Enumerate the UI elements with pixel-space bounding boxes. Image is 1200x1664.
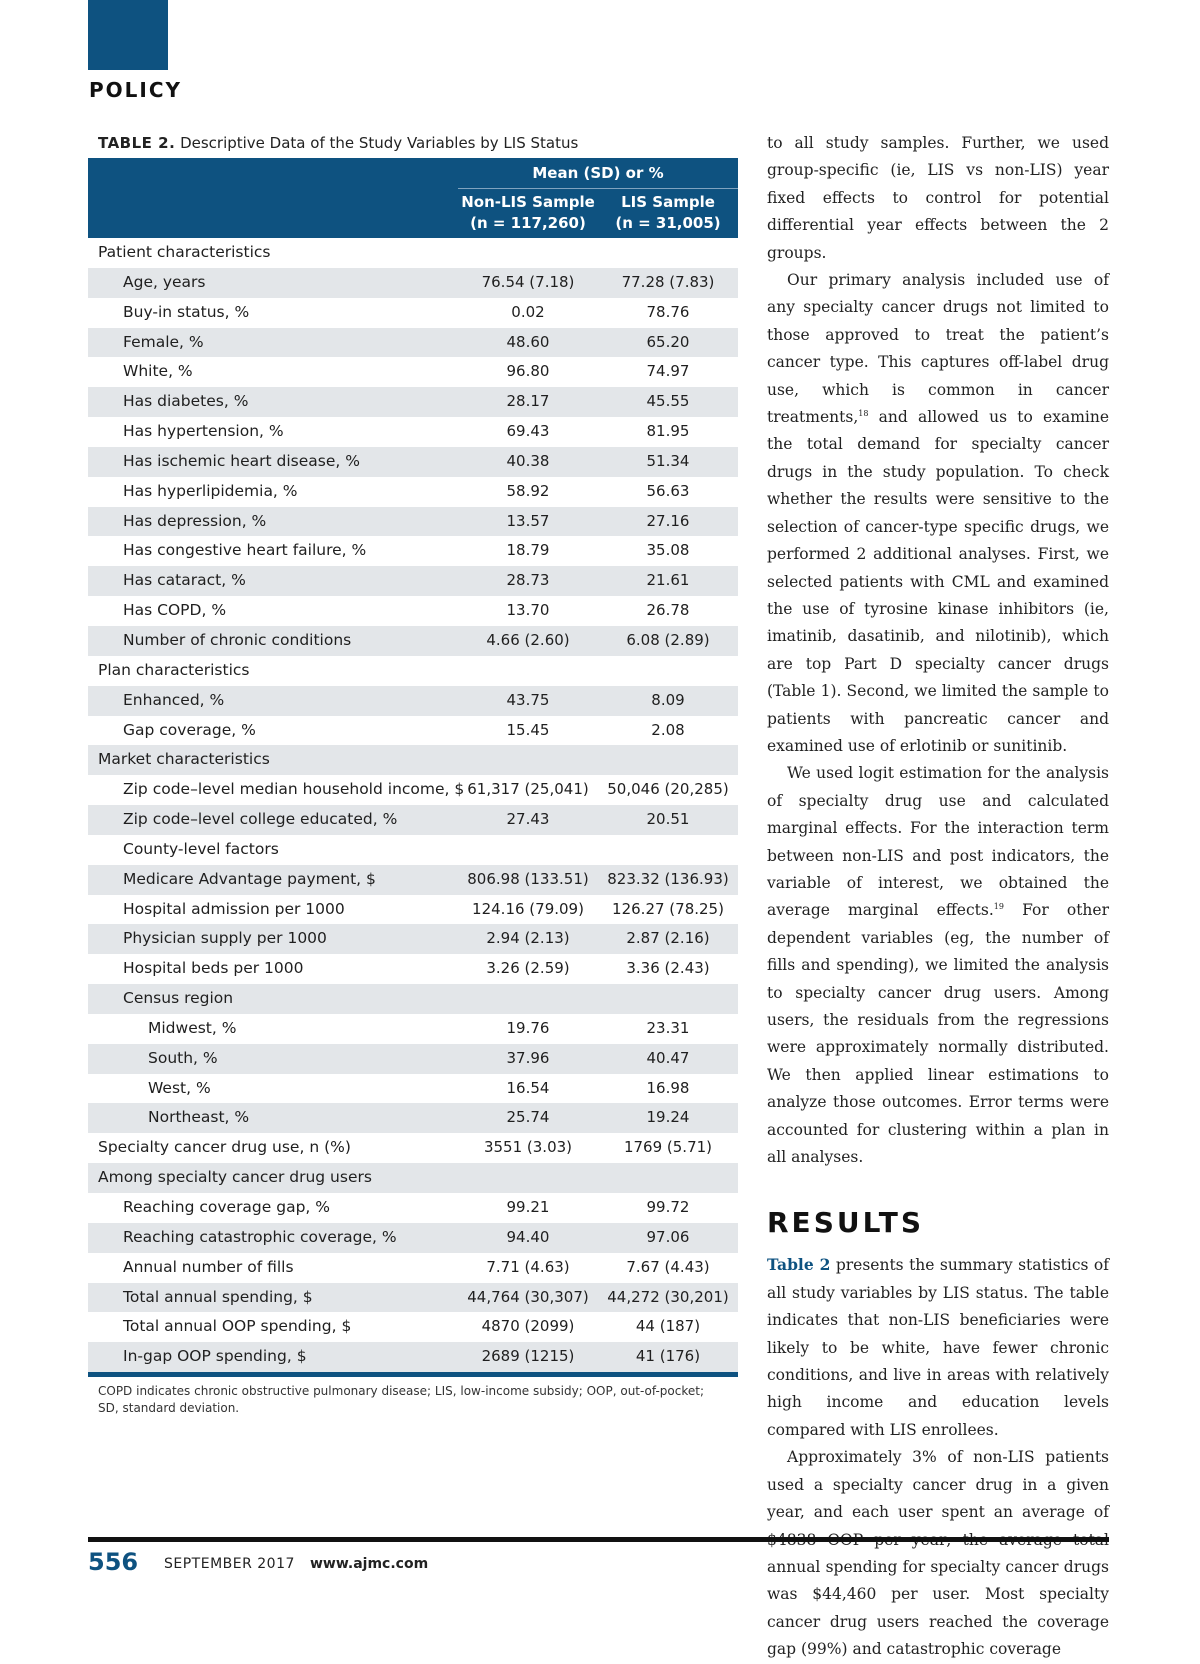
row-label: Female, % <box>123 332 204 351</box>
table-row <box>88 626 738 656</box>
row-label: Reaching coverage gap, % <box>123 1198 330 1216</box>
row-label: Enhanced, % <box>123 690 225 709</box>
table-title-text: Descriptive Data of the Study Variables by LIS Status <box>180 134 579 152</box>
row-label: Has diabetes, % <box>123 392 249 411</box>
row-label: Among specialty cancer drug users <box>98 1168 372 1187</box>
row-value-lis: 78.76 <box>646 302 690 321</box>
row-value-lis: 74.97 <box>646 362 690 381</box>
row-label: Medicare Advantage payment, $ <box>123 869 376 888</box>
table-row <box>88 1193 738 1223</box>
row-value-lis: 16.98 <box>646 1078 690 1097</box>
row-value-lis: 41 (176) <box>635 1347 701 1366</box>
row-value-lis: 44 (187) <box>635 1317 701 1336</box>
table-row <box>88 865 738 895</box>
table-row <box>88 507 738 537</box>
row-label: Has congestive heart failure, % <box>123 541 367 560</box>
row-value-non-lis: 99.21 <box>506 1198 550 1216</box>
row-value-non-lis: 0.02 <box>511 302 545 321</box>
row-value-non-lis: 28.17 <box>506 392 550 411</box>
row-value-lis: 21.61 <box>646 571 690 590</box>
table-row <box>88 387 738 417</box>
row-value-lis: 8.09 <box>651 690 685 709</box>
paragraph-2-text-b: and allowed us to examine the total demand for specialty cancer drugs in the study population. To check whether the results were sensitive to the selection of cancer-type specific drugs, we performed 2 additional analyses. First, we selected patients with CML and examined the use of tyrosine kinase inhibitors (ie, imatinib, dasatinib, and nilotinib), which are top Part D specialty cancer drugs (Table 1). Second, we limited the sample to patients with pancreatic cancer and examined use of erlotinib or sunitinib. <box>767 408 1109 755</box>
paragraph-1: to all study samples. Further, we used group-specific (ie, LIS vs non-LIS) year fixed effects to control for potential differential year effects between the 2 groups. <box>767 134 1109 262</box>
table-header <box>88 158 738 238</box>
row-value-non-lis: 76.54 (7.18) <box>481 272 575 291</box>
row-label: Total annual OOP spending, $ <box>123 1317 352 1336</box>
paragraph-5: Approximately 3% of non-LIS patients used a specialty cancer drug in a given year, and each user spent an average of annual spending for specialty cancer drugs was $44,460 per user. Most specialty cancer drug users reached the coverage gap (99%) and catastrophic coverage <box>767 1448 1109 1659</box>
row-value-lis: 40.47 <box>646 1048 690 1067</box>
row-value-lis: 99.72 <box>646 1198 690 1216</box>
row-value-non-lis: 19.76 <box>506 1018 550 1037</box>
table-row <box>88 268 738 298</box>
row-value-non-lis: 7.71 (4.63) <box>486 1257 570 1276</box>
row-value-lis: 45.55 <box>646 392 690 411</box>
row-value-lis: 81.95 <box>646 422 690 441</box>
row-value-lis: 44,272 (30,201) <box>607 1287 729 1306</box>
table-row <box>88 1044 738 1074</box>
section-color-block <box>88 0 168 70</box>
reference-18: 18 <box>858 408 869 418</box>
row-value-non-lis: 43.75 <box>506 690 550 709</box>
row-value-non-lis: 806.98 (133.51) <box>467 869 589 888</box>
row-value-lis: 2.87 (2.16) <box>626 929 710 948</box>
table-row <box>88 745 738 775</box>
table-2 <box>88 134 738 1417</box>
paragraph-4 <box>767 1251 1109 1444</box>
row-value-lis: 51.34 <box>646 451 690 470</box>
row-label: Patient characteristics <box>98 243 271 261</box>
table-row <box>88 835 738 865</box>
row-value-lis: 19.24 <box>646 1108 690 1127</box>
body-text-column <box>767 130 1109 1664</box>
row-label: Has hypertension, % <box>123 422 284 441</box>
header-group-label: Mean (SD) or % <box>458 158 738 189</box>
row-value-lis: 23.31 <box>646 1018 690 1037</box>
header-lis-n: (n = 31,005) <box>615 214 721 232</box>
table-row <box>88 566 738 596</box>
table-2-link[interactable]: Table 2 <box>767 1255 831 1275</box>
row-value-lis: 3.36 (2.43) <box>626 959 710 978</box>
row-label: Total annual spending, $ <box>123 1287 313 1306</box>
row-value-lis: 1769 (5.71) <box>623 1138 713 1157</box>
table-title-label: TABLE 2. <box>98 134 176 152</box>
row-value-lis: 50,046 (20,285) <box>607 780 729 799</box>
row-value-lis: 2.08 <box>651 720 685 739</box>
row-value-non-lis: 18.79 <box>506 541 550 560</box>
row-value-non-lis: 94.40 <box>506 1227 550 1246</box>
table-row <box>88 656 738 686</box>
table-row <box>88 1283 738 1313</box>
row-value-lis: 26.78 <box>646 601 690 620</box>
row-value-lis: 823.32 (136.93) <box>607 869 729 888</box>
table-row <box>88 596 738 626</box>
row-value-non-lis: 13.57 <box>506 511 550 530</box>
row-value-non-lis: 69.43 <box>506 422 550 441</box>
paragraph-3 <box>767 760 1109 1171</box>
issue-date: SEPTEMBER 2017 <box>164 1556 295 1572</box>
results-heading: RESULTS <box>767 1206 925 1240</box>
row-value-non-lis: 27.43 <box>506 810 550 829</box>
row-label: Hospital admission per 1000 <box>123 899 345 918</box>
table-row <box>88 1163 738 1193</box>
row-value-lis: 65.20 <box>646 332 690 351</box>
row-value-non-lis: 58.92 <box>506 481 550 500</box>
table-row <box>88 298 738 328</box>
row-value-non-lis: 4870 (2099) <box>481 1317 575 1336</box>
table-row <box>88 447 738 477</box>
table-row <box>88 1014 738 1044</box>
row-value-lis: 6.08 (2.89) <box>626 630 710 649</box>
table-row <box>88 328 738 358</box>
row-value-lis: 7.67 (4.43) <box>626 1257 710 1276</box>
row-label: Physician supply per 1000 <box>123 929 327 948</box>
row-label: Specialty cancer drug use, n (%) <box>98 1138 351 1157</box>
paragraph-3-text-b: For other dependent variables (eg, the number of fills and spending), we limited the analysis to specialty cancer drug users. Among users, the residuals from the regressions were approximately normally distributed. We then applied linear estimations to analyze those outcomes. Error terms were accounted for clustering within a plan in all analyses. <box>767 901 1109 1167</box>
row-value-non-lis: 3.26 (2.59) <box>486 959 570 978</box>
paragraph-2-text-a: Our primary analysis included use of any specialty cancer drugs not limited to those approved to treat the patient’s cancer type. This captures off-label drug use, which is common in cancer treatments, <box>767 271 1109 427</box>
table-row <box>88 238 738 268</box>
page-number: 556 <box>88 1548 139 1576</box>
row-label: County-level factors <box>123 839 279 858</box>
footer-rule <box>88 1537 1109 1542</box>
row-label: Market characteristics <box>98 750 270 769</box>
row-value-non-lis: 4.66 (2.60) <box>486 630 570 649</box>
website-link[interactable]: www.ajmc.com <box>310 1556 429 1572</box>
row-label: Has COPD, % <box>123 601 227 620</box>
row-value-lis: 35.08 <box>646 541 690 560</box>
row-label: Zip code–level college educated, % <box>123 810 398 829</box>
header-non-lis <box>458 192 598 234</box>
row-label: West, % <box>148 1078 211 1097</box>
row-label: Has hyperlipidemia, % <box>123 481 298 500</box>
table-row <box>88 895 738 925</box>
row-value-non-lis: 2.94 (2.13) <box>486 929 570 948</box>
table-row <box>88 477 738 507</box>
table-row <box>88 984 738 1014</box>
table-row <box>88 954 738 984</box>
table-row <box>88 805 738 835</box>
row-label: Gap coverage, % <box>123 720 256 739</box>
row-label: Hospital beds per 1000 <box>123 959 304 978</box>
row-label: Midwest, % <box>148 1018 237 1037</box>
table-body <box>88 238 738 1372</box>
row-value-non-lis: 13.70 <box>506 601 550 620</box>
row-value-lis: 56.63 <box>646 481 690 500</box>
table-row <box>88 686 738 716</box>
row-label: Has depression, % <box>123 511 267 530</box>
row-value-non-lis: 15.45 <box>506 720 550 739</box>
table-row <box>88 924 738 954</box>
row-value-lis: 126.27 (78.25) <box>612 899 724 918</box>
header-lis-title: LIS Sample <box>621 193 715 211</box>
table-row <box>88 1074 738 1104</box>
row-value-non-lis: 2689 (1215) <box>481 1347 575 1366</box>
header-non-lis-title: Non-LIS Sample <box>461 193 595 211</box>
table-row <box>88 357 738 387</box>
table-row <box>88 716 738 746</box>
row-label: Plan characteristics <box>98 660 250 679</box>
table-row <box>88 1133 738 1163</box>
row-label: Has cataract, % <box>123 571 246 590</box>
row-value-lis: 20.51 <box>646 810 690 829</box>
paragraph-2 <box>767 267 1109 760</box>
row-value-non-lis: 40.38 <box>506 451 550 470</box>
table-row <box>88 1312 738 1342</box>
header-non-lis-n: (n = 117,260) <box>470 214 586 232</box>
row-label: Census region <box>123 989 234 1008</box>
row-value-lis: 27.16 <box>646 511 690 530</box>
table-footnote: COPD indicates chronic obstructive pulmonary disease; LIS, low-income subsidy; OOP, out-of-pocket; SD, standard deviation. <box>98 1384 704 1416</box>
row-label: Number of chronic conditions <box>123 630 352 649</box>
row-value-non-lis: 28.73 <box>506 571 550 590</box>
row-value-non-lis: 25.74 <box>506 1108 550 1127</box>
row-value-non-lis: 61,317 (25,041) <box>467 780 589 799</box>
paragraph-3-text-a: We used logit estimation for the analysis of specialty drug use and calculated marginal effects. For the interaction term between non-LIS and post indicators, the variable of interest, we obtained the average marginal effects. <box>767 764 1109 920</box>
table-row <box>88 1253 738 1283</box>
row-label: White, % <box>123 362 193 381</box>
row-label: South, % <box>148 1048 218 1067</box>
table-row <box>88 775 738 805</box>
table-title <box>88 134 738 158</box>
row-label: Northeast, % <box>148 1108 250 1127</box>
row-value-non-lis: 124.16 (79.09) <box>472 899 584 918</box>
reference-19: 19 <box>993 902 1004 912</box>
row-label: Reaching catastrophic coverage, % <box>123 1227 397 1246</box>
row-value-non-lis: 44,764 (30,307) <box>467 1287 589 1306</box>
section-label: POLICY <box>89 78 183 102</box>
row-value-lis: 97.06 <box>646 1227 690 1246</box>
row-value-non-lis: 96.80 <box>506 362 550 381</box>
row-label: Zip code–level median household income, $ <box>123 780 465 799</box>
header-lis <box>598 192 738 234</box>
row-value-non-lis: 16.54 <box>506 1078 550 1097</box>
paragraph-4-text: presents the summary statistics of all study variables by LIS status. The table indicates that non-LIS beneficiaries were likely to be white, have fewer chronic conditions, and live in areas with relatively high income and education levels compared with LIS enrollees. <box>767 1256 1109 1439</box>
table-row <box>88 417 738 447</box>
row-value-non-lis: 3551 (3.03) <box>483 1138 573 1157</box>
row-label: Annual number of fills <box>123 1257 294 1276</box>
row-label: Age, years <box>123 272 206 291</box>
row-value-non-lis: 37.96 <box>506 1048 550 1067</box>
table-row <box>88 1103 738 1133</box>
row-label: Has ischemic heart disease, % <box>123 451 360 470</box>
row-label: In-gap OOP spending, $ <box>123 1347 307 1366</box>
table-row <box>88 1223 738 1253</box>
row-value-lis: 77.28 (7.83) <box>621 272 715 291</box>
table-row <box>88 536 738 566</box>
row-value-non-lis: 48.60 <box>506 332 550 351</box>
table-row <box>88 1342 738 1372</box>
row-label: Buy-in status, % <box>123 302 250 321</box>
